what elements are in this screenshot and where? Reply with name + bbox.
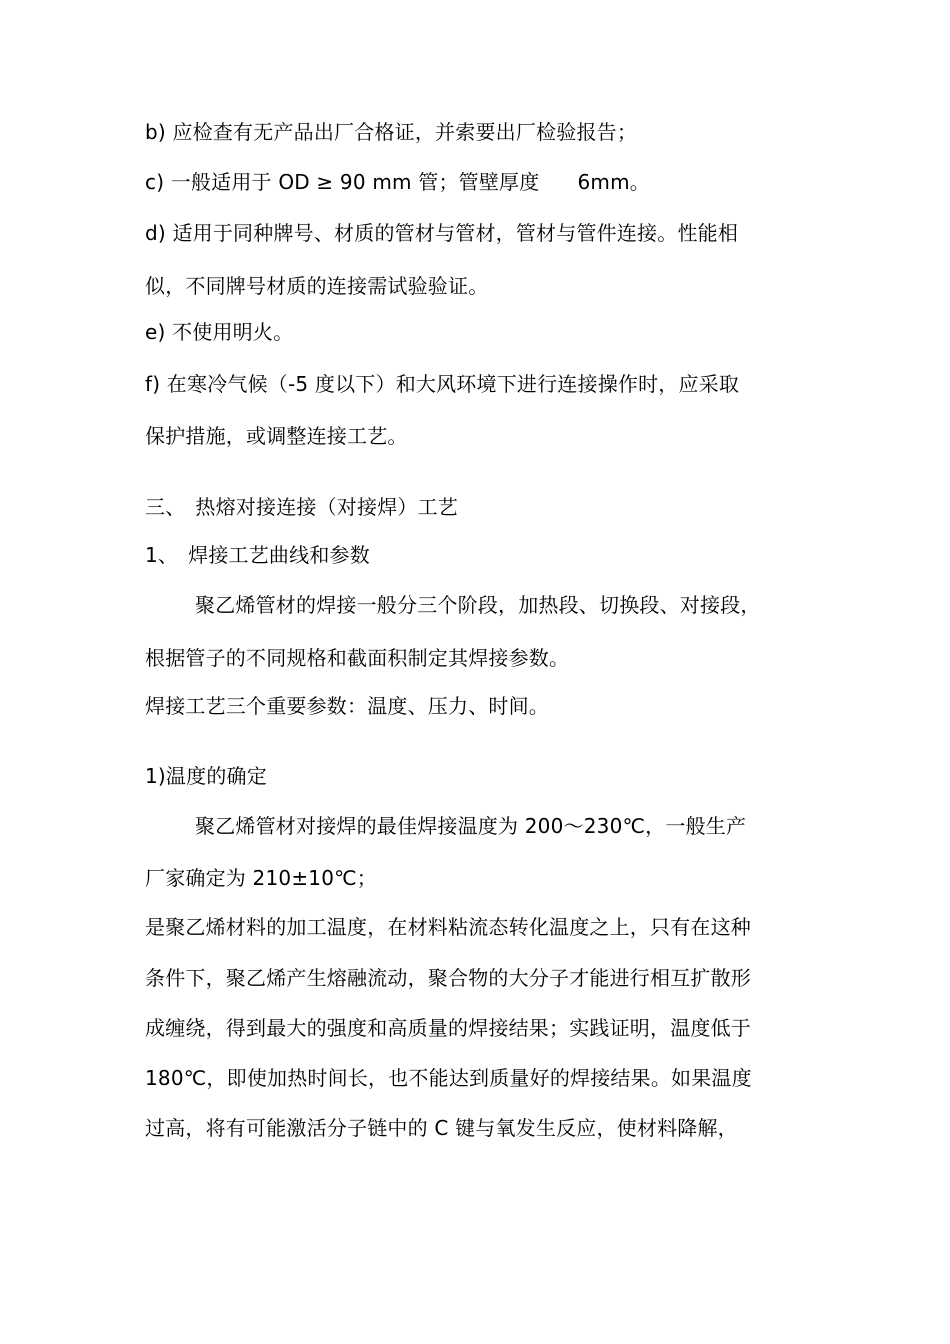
paragraph-temp-line1: 聚乙烯管材对接焊的最佳焊接温度为 200～230℃，一般生产 [195, 814, 747, 838]
heading-temperature: 1)温度的确定 [145, 764, 267, 788]
list-item-f-line2: 保护措施，或调整连接工艺。 [145, 424, 408, 448]
paragraph-process-line5: 过高，将有可能激活分子链中的 C 键与氧发生反应，使材料降解， [145, 1116, 738, 1140]
list-item-d-line2: 似，不同牌号材质的连接需试验验证。 [145, 274, 489, 298]
section-title: 热熔对接连接（对接焊）工艺 [195, 495, 459, 519]
subsection-title: 焊接工艺曲线和参数 [188, 543, 370, 567]
section-number: 三、 [145, 495, 186, 519]
paragraph-temp-line2: 厂家确定为 210±10℃； [145, 866, 377, 890]
section-heading-3 [145, 493, 815, 521]
list-item-c-value: 6mm。 [577, 170, 650, 194]
list-item-d-line1: d) 适用于同种牌号、材质的管材与管材，管材与管件连接。性能相 [145, 221, 739, 245]
paragraph-process-line4: 180℃，即使加热时间长，也不能达到质量好的焊接结果。如果温度 [145, 1066, 752, 1090]
subsection-number: 1、 [145, 543, 179, 567]
list-item-e: e) 不使用明火。 [145, 320, 294, 344]
paragraph-process-line3: 成缠绕，得到最大的强度和高质量的焊接结果；实践证明，温度低于 [145, 1016, 751, 1040]
paragraph-stages-line1: 聚乙烯管材的焊接一般分三个阶段，加热段、切换段、对接段， [195, 593, 761, 617]
paragraph-process-line1: 是聚乙烯材料的加工温度，在材料粘流态转化温度之上，只有在这种 [145, 915, 751, 939]
list-item-c [145, 168, 815, 196]
paragraph-stages-line2: 根据管子的不同规格和截面积制定其焊接参数。 [145, 646, 570, 670]
paragraph-process-line2: 条件下，聚乙烯产生熔融流动，聚合物的大分子才能进行相互扩散形 [145, 966, 751, 990]
paragraph-params: 焊接工艺三个重要参数：温度、压力、时间。 [145, 694, 549, 718]
list-item-b: b) 应检查有无产品出厂合格证，并索要出厂检验报告； [145, 120, 638, 144]
list-item-f-line1: f) 在寒冷气候（-5 度以下）和大风环境下进行连接操作时，应采取 [145, 372, 740, 396]
subsection-heading-1 [145, 541, 815, 569]
list-item-c-text: c) 一般适用于 OD ≥ 90 mm 管；管壁厚度 [145, 170, 540, 194]
